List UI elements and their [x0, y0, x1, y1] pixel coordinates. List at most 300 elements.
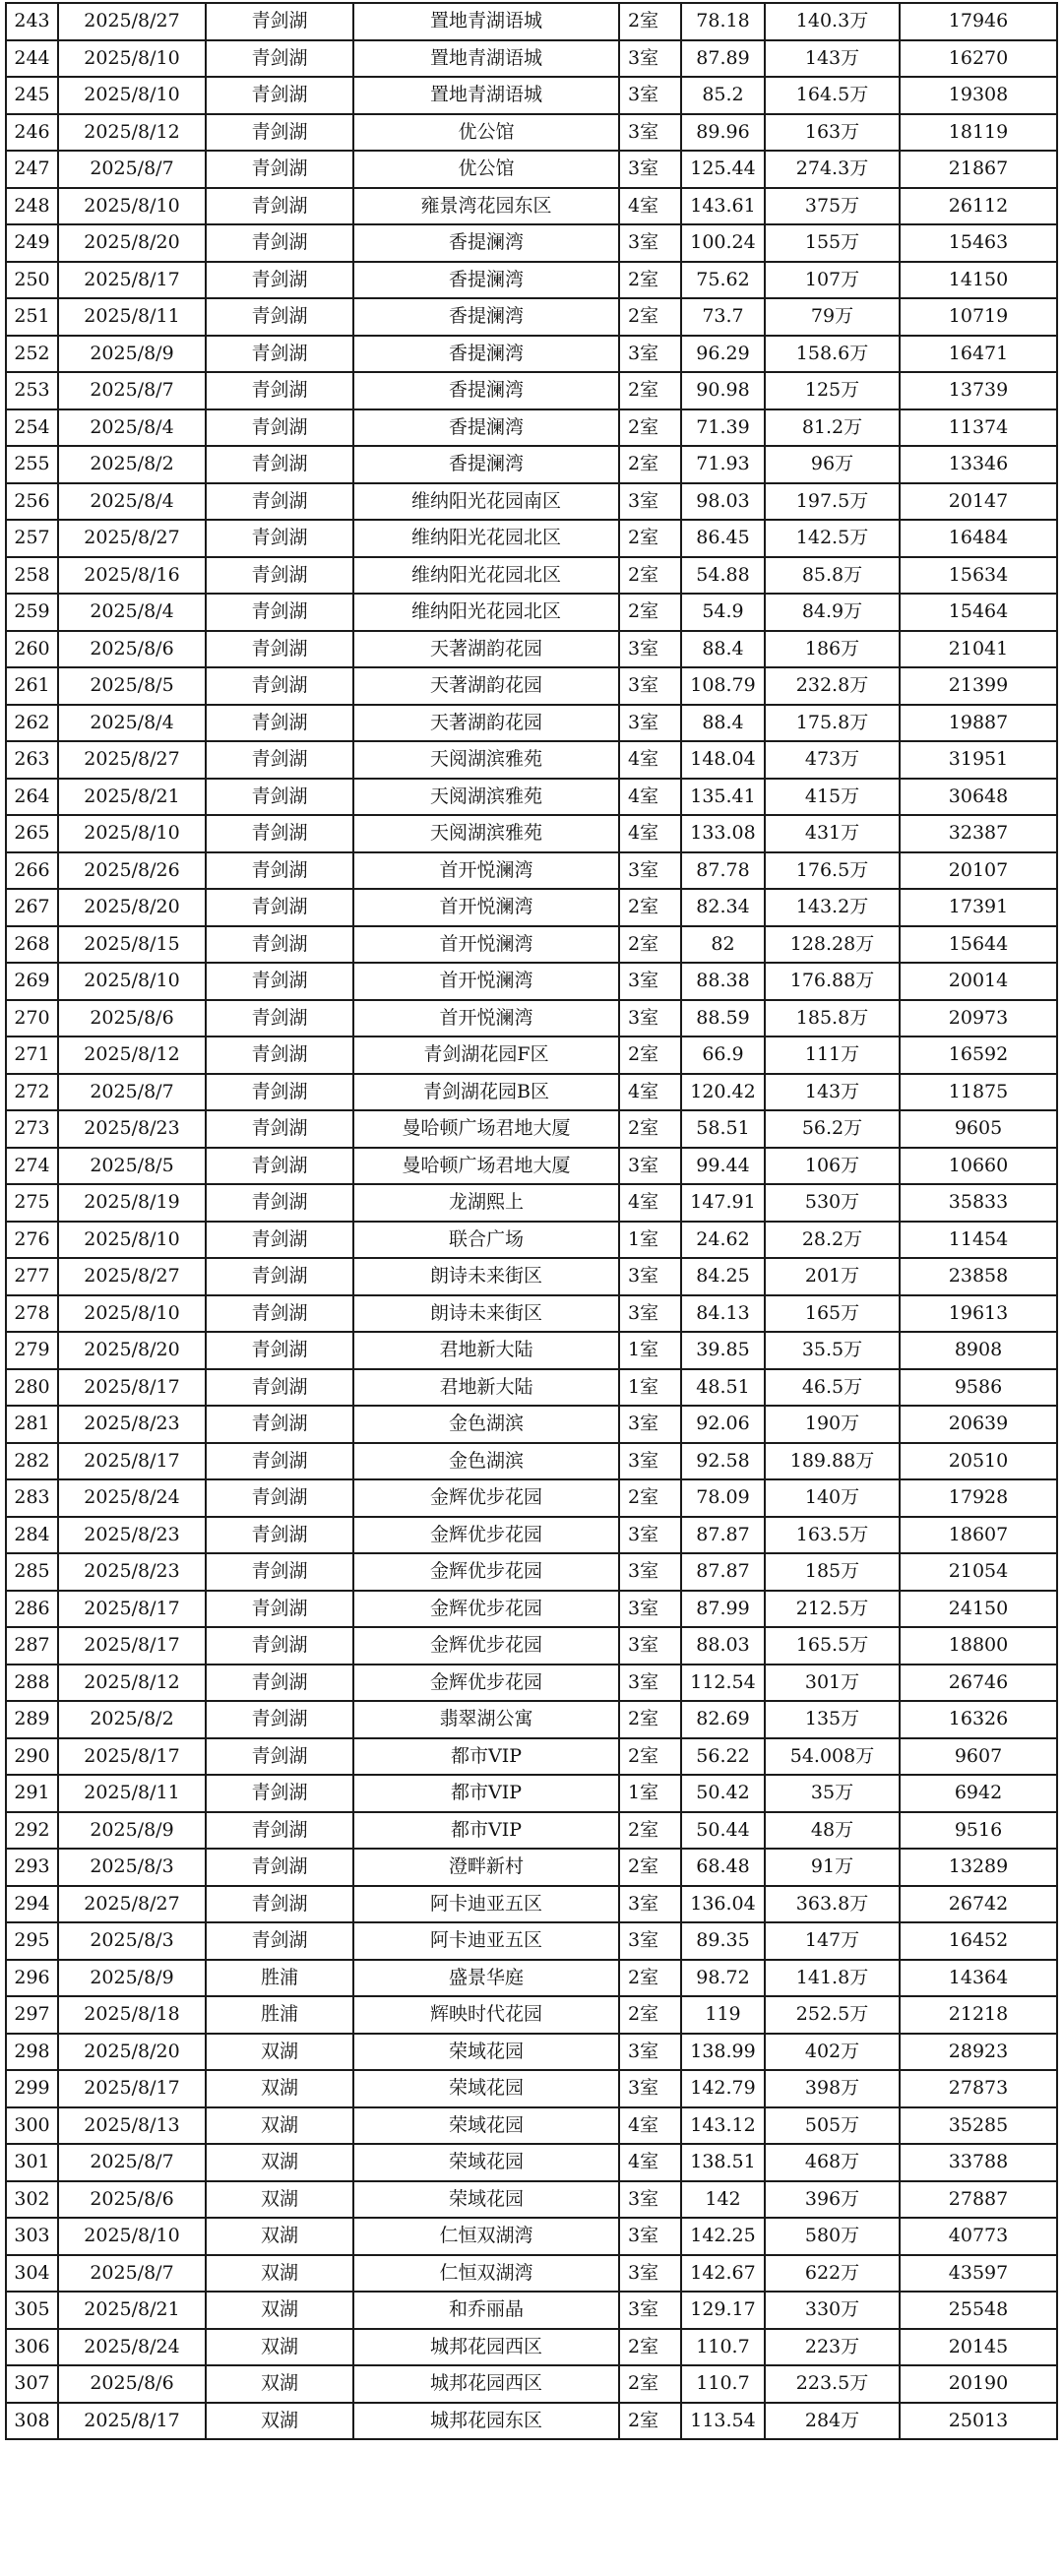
region-cell: 双湖 — [206, 2144, 353, 2181]
total-price-cell: 163万 — [765, 114, 900, 152]
unit-price-cell: 18119 — [900, 114, 1057, 152]
room-count-cell: 2室 — [619, 1701, 681, 1738]
area-cell: 88.4 — [681, 631, 765, 668]
table-row — [6, 1996, 1057, 2034]
region-cell: 青剑湖 — [206, 705, 353, 742]
row-number-cell: 287 — [6, 1627, 58, 1665]
table-row — [6, 631, 1057, 668]
room-count-cell: 4室 — [619, 1184, 681, 1222]
deal-date-cell: 2025/8/9 — [58, 1812, 206, 1850]
deal-date-cell: 2025/8/10 — [58, 1295, 206, 1333]
table-row — [6, 1332, 1057, 1369]
total-price-cell: 301万 — [765, 1665, 900, 1702]
table-row — [6, 1922, 1057, 1960]
room-count-cell: 3室 — [619, 2034, 681, 2071]
area-cell: 92.06 — [681, 1406, 765, 1443]
community-name-cell: 龙湖熙上 — [353, 1184, 619, 1222]
area-cell: 78.09 — [681, 1479, 765, 1517]
row-number-cell: 259 — [6, 594, 58, 631]
unit-price-cell: 9607 — [900, 1738, 1057, 1776]
deal-date-cell: 2025/8/12 — [58, 114, 206, 152]
deal-date-cell: 2025/8/10 — [58, 1222, 206, 1259]
unit-price-cell: 27873 — [900, 2070, 1057, 2107]
total-price-cell: 164.5万 — [765, 77, 900, 114]
table-row — [6, 1074, 1057, 1111]
unit-price-cell: 35285 — [900, 2107, 1057, 2145]
deal-date-cell: 2025/8/10 — [58, 188, 206, 225]
unit-price-cell: 10660 — [900, 1148, 1057, 1185]
room-count-cell: 2室 — [619, 1479, 681, 1517]
total-price-cell: 363.8万 — [765, 1886, 900, 1923]
unit-price-cell: 17391 — [900, 889, 1057, 926]
region-cell: 青剑湖 — [206, 1000, 353, 1037]
region-cell: 青剑湖 — [206, 483, 353, 521]
table-row — [6, 705, 1057, 742]
area-cell: 112.54 — [681, 1665, 765, 1702]
region-cell: 青剑湖 — [206, 1332, 353, 1369]
room-count-cell: 3室 — [619, 667, 681, 705]
deal-date-cell: 2025/8/10 — [58, 2218, 206, 2255]
room-count-cell: 2室 — [619, 557, 681, 595]
community-name-cell: 香提澜湾 — [353, 336, 619, 373]
room-count-cell: 2室 — [619, 446, 681, 483]
total-price-cell: 175.8万 — [765, 705, 900, 742]
total-price-cell: 140万 — [765, 1479, 900, 1517]
unit-price-cell: 26112 — [900, 188, 1057, 225]
community-name-cell: 天阅湖滨雅苑 — [353, 741, 619, 779]
unit-price-cell: 40773 — [900, 2218, 1057, 2255]
region-cell: 青剑湖 — [206, 151, 353, 188]
unit-price-cell: 9586 — [900, 1369, 1057, 1407]
total-price-cell: 85.8万 — [765, 557, 900, 595]
community-name-cell: 城邦花园东区 — [353, 2403, 619, 2440]
deal-date-cell: 2025/8/24 — [58, 1479, 206, 1517]
area-cell: 88.38 — [681, 963, 765, 1000]
total-price-cell: 35.5万 — [765, 1332, 900, 1369]
row-number-cell: 291 — [6, 1775, 58, 1812]
room-count-cell: 2室 — [619, 298, 681, 336]
region-cell: 青剑湖 — [206, 1812, 353, 1850]
area-cell: 71.93 — [681, 446, 765, 483]
deal-date-cell: 2025/8/10 — [58, 963, 206, 1000]
area-cell: 135.41 — [681, 779, 765, 816]
area-cell: 54.88 — [681, 557, 765, 595]
area-cell: 78.18 — [681, 3, 765, 40]
total-price-cell: 165万 — [765, 1295, 900, 1333]
unit-price-cell: 14150 — [900, 262, 1057, 299]
total-price-cell: 79万 — [765, 298, 900, 336]
area-cell: 87.78 — [681, 852, 765, 890]
deal-date-cell: 2025/8/3 — [58, 1922, 206, 1960]
region-cell: 青剑湖 — [206, 1886, 353, 1923]
room-count-cell: 2室 — [619, 2329, 681, 2366]
row-number-cell: 307 — [6, 2365, 58, 2403]
row-number-cell: 262 — [6, 705, 58, 742]
deal-date-cell: 2025/8/4 — [58, 483, 206, 521]
row-number-cell: 265 — [6, 815, 58, 852]
table-row — [6, 298, 1057, 336]
room-count-cell: 3室 — [619, 705, 681, 742]
table-row — [6, 667, 1057, 705]
room-count-cell: 3室 — [619, 1000, 681, 1037]
deal-date-cell: 2025/8/6 — [58, 1000, 206, 1037]
area-cell: 87.87 — [681, 1553, 765, 1591]
area-cell: 87.99 — [681, 1591, 765, 1628]
transactions-table — [5, 2, 1058, 2440]
total-price-cell: 185万 — [765, 1553, 900, 1591]
community-name-cell: 首开悦澜湾 — [353, 1000, 619, 1037]
deal-date-cell: 2025/8/17 — [58, 262, 206, 299]
room-count-cell: 2室 — [619, 1960, 681, 1997]
unit-price-cell: 9605 — [900, 1110, 1057, 1148]
unit-price-cell: 15464 — [900, 594, 1057, 631]
community-name-cell: 联合广场 — [353, 1222, 619, 1259]
room-count-cell: 2室 — [619, 409, 681, 447]
region-cell: 青剑湖 — [206, 77, 353, 114]
table-row — [6, 3, 1057, 40]
unit-price-cell: 32387 — [900, 815, 1057, 852]
community-name-cell: 仁恒双湖湾 — [353, 2218, 619, 2255]
unit-price-cell: 27887 — [900, 2181, 1057, 2219]
area-cell: 138.99 — [681, 2034, 765, 2071]
total-price-cell: 155万 — [765, 224, 900, 262]
room-count-cell: 2室 — [619, 1037, 681, 1074]
row-number-cell: 295 — [6, 1922, 58, 1960]
unit-price-cell: 21399 — [900, 667, 1057, 705]
area-cell: 88.4 — [681, 705, 765, 742]
area-cell: 125.44 — [681, 151, 765, 188]
row-number-cell: 245 — [6, 77, 58, 114]
table-row — [6, 1369, 1057, 1407]
table-row — [6, 1037, 1057, 1074]
row-number-cell: 248 — [6, 188, 58, 225]
region-cell: 青剑湖 — [206, 1037, 353, 1074]
deal-date-cell: 2025/8/18 — [58, 1996, 206, 2034]
table-row — [6, 963, 1057, 1000]
table-row — [6, 1148, 1057, 1185]
community-name-cell: 荣域花园 — [353, 2034, 619, 2071]
room-count-cell: 1室 — [619, 1775, 681, 1812]
table-row — [6, 2403, 1057, 2440]
deal-date-cell: 2025/8/26 — [58, 852, 206, 890]
table-row — [6, 1665, 1057, 1702]
region-cell: 青剑湖 — [206, 1406, 353, 1443]
total-price-cell: 107万 — [765, 262, 900, 299]
area-cell: 86.45 — [681, 520, 765, 557]
community-name-cell: 维纳阳光花园北区 — [353, 594, 619, 631]
deal-date-cell: 2025/8/3 — [58, 1849, 206, 1886]
community-name-cell: 阿卡迪亚五区 — [353, 1886, 619, 1923]
community-name-cell: 都市VIP — [353, 1775, 619, 1812]
community-name-cell: 香提澜湾 — [353, 409, 619, 447]
row-number-cell: 293 — [6, 1849, 58, 1886]
unit-price-cell: 20145 — [900, 2329, 1057, 2366]
unit-price-cell: 10719 — [900, 298, 1057, 336]
community-name-cell: 青剑湖花园F区 — [353, 1037, 619, 1074]
unit-price-cell: 20639 — [900, 1406, 1057, 1443]
community-name-cell: 金辉优步花园 — [353, 1479, 619, 1517]
row-number-cell: 261 — [6, 667, 58, 705]
community-name-cell: 维纳阳光花园北区 — [353, 520, 619, 557]
row-number-cell: 260 — [6, 631, 58, 668]
total-price-cell: 46.5万 — [765, 1369, 900, 1407]
community-name-cell: 翡翠湖公寓 — [353, 1701, 619, 1738]
area-cell: 58.51 — [681, 1110, 765, 1148]
table-row — [6, 594, 1057, 631]
total-price-cell: 190万 — [765, 1406, 900, 1443]
community-name-cell: 香提澜湾 — [353, 262, 619, 299]
unit-price-cell: 8908 — [900, 1332, 1057, 1369]
unit-price-cell: 28923 — [900, 2034, 1057, 2071]
row-number-cell: 275 — [6, 1184, 58, 1222]
area-cell: 88.59 — [681, 1000, 765, 1037]
community-name-cell: 金辉优步花园 — [353, 1665, 619, 1702]
deal-date-cell: 2025/8/20 — [58, 224, 206, 262]
unit-price-cell: 35833 — [900, 1184, 1057, 1222]
community-name-cell: 置地青湖语城 — [353, 40, 619, 78]
deal-date-cell: 2025/8/2 — [58, 446, 206, 483]
row-number-cell: 269 — [6, 963, 58, 1000]
room-count-cell: 2室 — [619, 889, 681, 926]
unit-price-cell: 23858 — [900, 1258, 1057, 1295]
total-price-cell: 56.2万 — [765, 1110, 900, 1148]
row-number-cell: 290 — [6, 1738, 58, 1776]
room-count-cell: 2室 — [619, 262, 681, 299]
total-price-cell: 111万 — [765, 1037, 900, 1074]
room-count-cell: 3室 — [619, 2070, 681, 2107]
community-name-cell: 香提澜湾 — [353, 372, 619, 409]
deal-date-cell: 2025/8/10 — [58, 40, 206, 78]
deal-date-cell: 2025/8/10 — [58, 77, 206, 114]
area-cell: 50.42 — [681, 1775, 765, 1812]
unit-price-cell: 13739 — [900, 372, 1057, 409]
total-price-cell: 147万 — [765, 1922, 900, 1960]
area-cell: 138.51 — [681, 2144, 765, 2181]
area-cell: 133.08 — [681, 815, 765, 852]
room-count-cell: 3室 — [619, 963, 681, 1000]
deal-date-cell: 2025/8/7 — [58, 1074, 206, 1111]
region-cell: 青剑湖 — [206, 409, 353, 447]
table-row — [6, 889, 1057, 926]
total-price-cell: 106万 — [765, 1148, 900, 1185]
row-number-cell: 299 — [6, 2070, 58, 2107]
row-number-cell: 279 — [6, 1332, 58, 1369]
area-cell: 98.03 — [681, 483, 765, 521]
region-cell: 青剑湖 — [206, 114, 353, 152]
area-cell: 54.9 — [681, 594, 765, 631]
row-number-cell: 244 — [6, 40, 58, 78]
room-count-cell: 3室 — [619, 336, 681, 373]
region-cell: 双湖 — [206, 2034, 353, 2071]
region-cell: 青剑湖 — [206, 1738, 353, 1776]
area-cell: 84.25 — [681, 1258, 765, 1295]
table-row — [6, 1701, 1057, 1738]
table-row — [6, 336, 1057, 373]
area-cell: 136.04 — [681, 1886, 765, 1923]
area-cell: 71.39 — [681, 409, 765, 447]
row-number-cell: 264 — [6, 779, 58, 816]
unit-price-cell: 16484 — [900, 520, 1057, 557]
table-row — [6, 2292, 1057, 2329]
table-row — [6, 1517, 1057, 1554]
total-price-cell: 396万 — [765, 2181, 900, 2219]
table-row — [6, 1406, 1057, 1443]
deal-date-cell: 2025/8/19 — [58, 1184, 206, 1222]
total-price-cell: 176.5万 — [765, 852, 900, 890]
row-number-cell: 267 — [6, 889, 58, 926]
community-name-cell: 荣域花园 — [353, 2107, 619, 2145]
area-cell: 100.24 — [681, 224, 765, 262]
total-price-cell: 142.5万 — [765, 520, 900, 557]
region-cell: 青剑湖 — [206, 1701, 353, 1738]
row-number-cell: 247 — [6, 151, 58, 188]
room-count-cell: 2室 — [619, 2365, 681, 2403]
region-cell: 青剑湖 — [206, 1627, 353, 1665]
table-row — [6, 483, 1057, 521]
row-number-cell: 282 — [6, 1443, 58, 1480]
table-row — [6, 1849, 1057, 1886]
deal-date-cell: 2025/8/17 — [58, 1591, 206, 1628]
deal-date-cell: 2025/8/17 — [58, 1443, 206, 1480]
row-number-cell: 274 — [6, 1148, 58, 1185]
room-count-cell: 3室 — [619, 1406, 681, 1443]
community-name-cell: 优公馆 — [353, 151, 619, 188]
room-count-cell: 4室 — [619, 779, 681, 816]
room-count-cell: 3室 — [619, 852, 681, 890]
region-cell: 青剑湖 — [206, 298, 353, 336]
community-name-cell: 荣域花园 — [353, 2070, 619, 2107]
community-name-cell: 阿卡迪亚五区 — [353, 1922, 619, 1960]
room-count-cell: 3室 — [619, 1922, 681, 1960]
region-cell: 青剑湖 — [206, 852, 353, 890]
area-cell: 50.44 — [681, 1812, 765, 1850]
deal-date-cell: 2025/8/9 — [58, 1960, 206, 1997]
room-count-cell: 4室 — [619, 815, 681, 852]
room-count-cell: 3室 — [619, 1148, 681, 1185]
table-row — [6, 1295, 1057, 1333]
total-price-cell: 232.8万 — [765, 667, 900, 705]
table-row — [6, 2107, 1057, 2145]
area-cell: 92.58 — [681, 1443, 765, 1480]
total-price-cell: 468万 — [765, 2144, 900, 2181]
deal-date-cell: 2025/8/17 — [58, 2403, 206, 2440]
region-cell: 青剑湖 — [206, 557, 353, 595]
table-row — [6, 1184, 1057, 1222]
room-count-cell: 2室 — [619, 1849, 681, 1886]
table-row — [6, 2034, 1057, 2071]
row-number-cell: 249 — [6, 224, 58, 262]
row-number-cell: 280 — [6, 1369, 58, 1407]
unit-price-cell: 25013 — [900, 2403, 1057, 2440]
row-number-cell: 273 — [6, 1110, 58, 1148]
table-row — [6, 1479, 1057, 1517]
total-price-cell: 28.2万 — [765, 1222, 900, 1259]
unit-price-cell: 31951 — [900, 741, 1057, 779]
area-cell: 84.13 — [681, 1295, 765, 1333]
deal-date-cell: 2025/8/21 — [58, 2292, 206, 2329]
room-count-cell: 2室 — [619, 2403, 681, 2440]
row-number-cell: 250 — [6, 262, 58, 299]
region-cell: 青剑湖 — [206, 224, 353, 262]
table-row — [6, 262, 1057, 299]
room-count-cell: 1室 — [619, 1369, 681, 1407]
table-row — [6, 741, 1057, 779]
row-number-cell: 270 — [6, 1000, 58, 1037]
area-cell: 99.44 — [681, 1148, 765, 1185]
total-price-cell: 186万 — [765, 631, 900, 668]
unit-price-cell: 21054 — [900, 1553, 1057, 1591]
unit-price-cell: 20014 — [900, 963, 1057, 1000]
area-cell: 87.89 — [681, 40, 765, 78]
room-count-cell: 2室 — [619, 1110, 681, 1148]
table-row — [6, 557, 1057, 595]
unit-price-cell: 17928 — [900, 1479, 1057, 1517]
room-count-cell: 3室 — [619, 1627, 681, 1665]
region-cell: 双湖 — [206, 2365, 353, 2403]
region-cell: 青剑湖 — [206, 262, 353, 299]
row-number-cell: 253 — [6, 372, 58, 409]
room-count-cell: 4室 — [619, 1074, 681, 1111]
row-number-cell: 283 — [6, 1479, 58, 1517]
total-price-cell: 185.8万 — [765, 1000, 900, 1037]
unit-price-cell: 15463 — [900, 224, 1057, 262]
table-row — [6, 2181, 1057, 2219]
row-number-cell: 298 — [6, 2034, 58, 2071]
unit-price-cell: 16471 — [900, 336, 1057, 373]
community-name-cell: 和乔丽晶 — [353, 2292, 619, 2329]
community-name-cell: 雍景湾花园东区 — [353, 188, 619, 225]
unit-price-cell: 9516 — [900, 1812, 1057, 1850]
unit-price-cell: 26746 — [900, 1665, 1057, 1702]
area-cell: 48.51 — [681, 1369, 765, 1407]
room-count-cell: 3室 — [619, 2181, 681, 2219]
region-cell: 青剑湖 — [206, 1110, 353, 1148]
total-price-cell: 140.3万 — [765, 3, 900, 40]
room-count-cell: 3室 — [619, 2218, 681, 2255]
community-name-cell: 金色湖滨 — [353, 1443, 619, 1480]
area-cell: 142.25 — [681, 2218, 765, 2255]
area-cell: 82 — [681, 926, 765, 964]
row-number-cell: 257 — [6, 520, 58, 557]
deal-date-cell: 2025/8/10 — [58, 815, 206, 852]
unit-price-cell: 18607 — [900, 1517, 1057, 1554]
region-cell: 青剑湖 — [206, 741, 353, 779]
unit-price-cell: 20973 — [900, 1000, 1057, 1037]
room-count-cell: 3室 — [619, 151, 681, 188]
table-row — [6, 1258, 1057, 1295]
table-row — [6, 77, 1057, 114]
community-name-cell: 青剑湖花园B区 — [353, 1074, 619, 1111]
room-count-cell: 3室 — [619, 1553, 681, 1591]
row-number-cell: 297 — [6, 1996, 58, 2034]
unit-price-cell: 26742 — [900, 1886, 1057, 1923]
total-price-cell: 141.8万 — [765, 1960, 900, 1997]
region-cell: 青剑湖 — [206, 372, 353, 409]
table-row — [6, 520, 1057, 557]
deal-date-cell: 2025/8/16 — [58, 557, 206, 595]
deal-date-cell: 2025/8/15 — [58, 926, 206, 964]
region-cell: 青剑湖 — [206, 1591, 353, 1628]
community-name-cell: 曼哈顿广场君地大厦 — [353, 1148, 619, 1185]
deal-date-cell: 2025/8/27 — [58, 1886, 206, 1923]
row-number-cell: 292 — [6, 1812, 58, 1850]
community-name-cell: 朗诗未来街区 — [353, 1258, 619, 1295]
region-cell: 青剑湖 — [206, 3, 353, 40]
region-cell: 青剑湖 — [206, 520, 353, 557]
total-price-cell: 223万 — [765, 2329, 900, 2366]
community-name-cell: 金辉优步花园 — [353, 1627, 619, 1665]
community-name-cell: 盛景华庭 — [353, 1960, 619, 1997]
